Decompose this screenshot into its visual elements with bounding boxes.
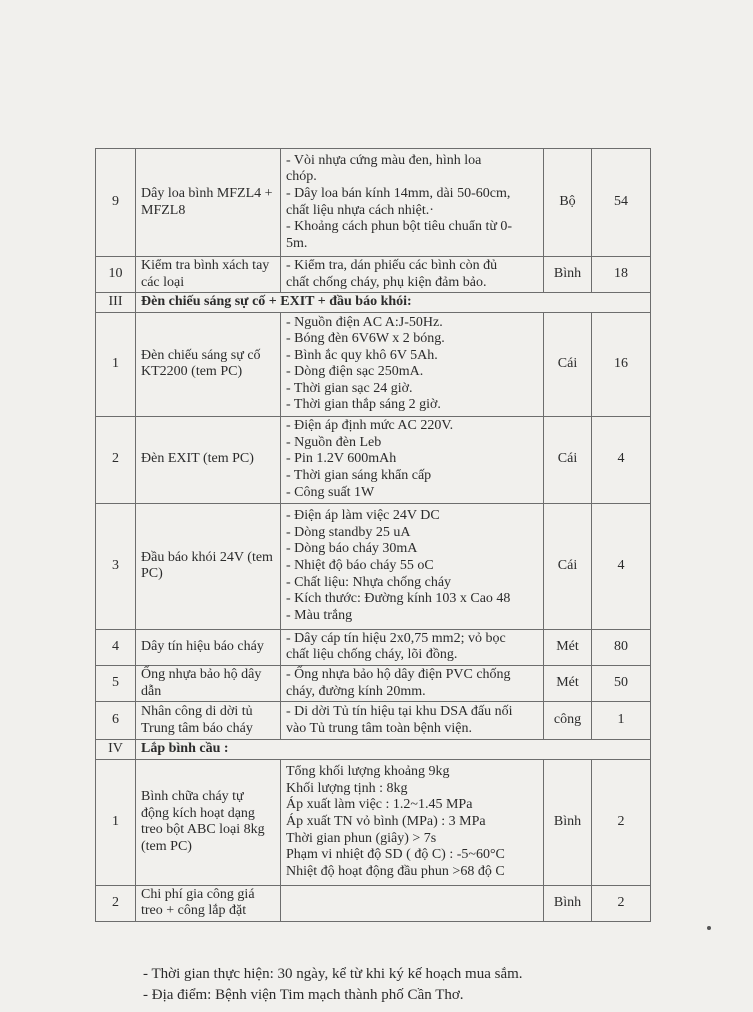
cell-spec xyxy=(281,149,544,257)
cell-item-name: Dây tín hiệu báo cháy xyxy=(136,629,281,665)
cell-item-name: Chi phí gia công giá treo + công lắp đặt xyxy=(136,885,281,921)
cell-quantity: 2 xyxy=(592,885,651,921)
spec-line: vào Tủ trung tâm toàn bệnh viện. xyxy=(286,720,472,736)
cell-item-name: Đèn chiếu sáng sự cố KT2200 (tem PC) xyxy=(136,312,281,416)
spec-line: - Chất liệu: Nhựa chống cháy xyxy=(286,574,452,590)
table-row xyxy=(96,312,651,416)
spec-line: - Thời gian thắp sáng 2 giờ. xyxy=(286,397,441,413)
cell-unit: Cái xyxy=(544,416,592,503)
spec-line: - Công suất 1W xyxy=(286,484,375,500)
spec-line: - Vòi nhựa cứng màu đen, hình loa xyxy=(286,152,482,168)
table-row xyxy=(96,503,651,629)
cell-quantity: 18 xyxy=(592,257,651,293)
cell-item-name: Nhân công di dời tủ Trung tâm báo cháy xyxy=(136,702,281,740)
spec-line: - Bình ắc quy khô 6V 5Ah. xyxy=(286,347,438,363)
cell-spec xyxy=(281,312,544,416)
cell-quantity: 2 xyxy=(592,759,651,885)
table-row xyxy=(96,665,651,701)
cell-stt: 10 xyxy=(96,257,136,293)
cell-unit: Cái xyxy=(544,503,592,629)
cell-item-name: Ống nhựa bảo hộ dây dẫn xyxy=(136,665,281,701)
spec-line: - Kích thước: Đường kính 103 x Cao 48 xyxy=(286,591,511,607)
cell-spec xyxy=(281,416,544,503)
section-title: Đèn chiếu sáng sự cố + EXIT + đầu báo khói: xyxy=(136,293,651,313)
cell-item-name: Đèn EXIT (tem PC) xyxy=(136,416,281,503)
cell-quantity: 4 xyxy=(592,503,651,629)
cell-stt: IV xyxy=(96,740,136,760)
spec-line: - Pin 1.2V 600mAh xyxy=(286,451,397,467)
cell-spec xyxy=(281,629,544,665)
spec-line: - Dòng standby 25 uA xyxy=(286,524,411,540)
spec-line: chóp. xyxy=(286,169,317,185)
scan-speck xyxy=(707,926,711,930)
cell-unit: Bình xyxy=(544,257,592,293)
cell-quantity: 54 xyxy=(592,149,651,257)
table-row xyxy=(96,149,651,257)
note-location: - Địa điểm: Bệnh viện Tim mạch thành phố Cần Thơ. xyxy=(143,987,464,1003)
cell-item-name: Đầu báo khói 24V (tem PC) xyxy=(136,503,281,629)
cell-quantity: 16 xyxy=(592,312,651,416)
spec-line: - Ống nhựa bảo hộ dây điện PVC chống xyxy=(286,666,511,682)
spec-line: 5m. xyxy=(286,235,308,251)
spec-line: - Thời gian sạc 24 giờ. xyxy=(286,380,413,396)
spec-line: Nhiệt độ hoạt động đầu phun >68 độ C xyxy=(286,863,505,879)
spec-line: - Dây loa bán kính 14mm, dài 50-60cm, xyxy=(286,185,511,201)
spec-line: cháy, đường kính 20mm. xyxy=(286,683,426,699)
cell-stt: III xyxy=(96,293,136,313)
spec-line: - Thời gian sáng khẩn cấp xyxy=(286,468,432,484)
cell-unit: Mét xyxy=(544,665,592,701)
cell-unit: Bình xyxy=(544,759,592,885)
table-row xyxy=(96,702,651,740)
spec-line: - Điện áp định mức AC 220V. xyxy=(286,418,454,434)
cell-item-name: Kiểm tra bình xách tay các loại xyxy=(136,257,281,293)
cell-item-name: Bình chữa cháy tự động kích hoạt dạng treo bột ABC loại 8kg (tem PC) xyxy=(136,759,281,885)
section-row xyxy=(96,293,651,313)
spec-line: - Nguồn đèn Leb xyxy=(286,434,382,450)
spec-line: Phạm vi nhiệt độ SD ( độ C) : -5~60°C xyxy=(286,847,505,863)
cell-stt: 9 xyxy=(96,149,136,257)
spec-line: chất chống cháy, phụ kiện đảm bảo. xyxy=(286,274,487,290)
spec-line: - Khoảng cách phun bột tiêu chuẩn từ 0- xyxy=(286,219,513,235)
spec-line: - Nguồn điện AC A:J-50Hz. xyxy=(286,314,443,330)
spec-line: Khối lượng tịnh : 8kg xyxy=(286,780,408,796)
notes xyxy=(143,964,523,1006)
cell-unit: công xyxy=(544,702,592,740)
cell-unit: Mét xyxy=(544,629,592,665)
cell-quantity: 4 xyxy=(592,416,651,503)
spec-line: - Dòng điện sạc 250mA. xyxy=(286,364,424,380)
cell-stt: 4 xyxy=(96,629,136,665)
spec-line: - Bóng đèn 6V6W x 2 bóng. xyxy=(286,331,445,347)
cell-spec xyxy=(281,257,544,293)
section-row xyxy=(96,740,651,760)
cell-stt: 1 xyxy=(96,759,136,885)
cell-stt: 1 xyxy=(96,312,136,416)
table-row xyxy=(96,629,651,665)
spec-line: - Điện áp làm việc 24V DC xyxy=(286,508,440,524)
spec-line: - Nhiệt độ báo cháy 55 oC xyxy=(286,557,434,573)
section-title: Lắp bình cầu : xyxy=(136,740,651,760)
spec-line: - Kiểm tra, dán phiếu các bình còn đủ xyxy=(286,258,498,273)
table-row xyxy=(96,257,651,293)
cell-stt: 2 xyxy=(96,416,136,503)
cell-quantity: 50 xyxy=(592,665,651,701)
cell-spec xyxy=(281,702,544,740)
table-body xyxy=(96,149,651,922)
cell-spec xyxy=(281,665,544,701)
cell-spec xyxy=(281,503,544,629)
cell-stt: 3 xyxy=(96,503,136,629)
cell-unit: Cái xyxy=(544,312,592,416)
spec-line: chất liệu nhựa cách nhiệt.· xyxy=(286,202,434,218)
cell-spec xyxy=(281,759,544,885)
spec-line: Thời gian phun (giây) > 7s xyxy=(286,830,437,846)
cell-quantity: 80 xyxy=(592,629,651,665)
cell-quantity: 1 xyxy=(592,702,651,740)
table-row xyxy=(96,885,651,921)
cell-stt: 6 xyxy=(96,702,136,740)
spec-line: - Màu trắng xyxy=(286,607,353,623)
cell-unit: Bộ xyxy=(544,149,592,257)
table-row xyxy=(96,759,651,885)
spec-line: - Dây cáp tín hiệu 2x0,75 mm2; vỏ bọc xyxy=(286,630,506,646)
spec-line: - Dòng báo cháy 30mA xyxy=(286,541,418,557)
cell-item-name: Dây loa bình MFZL4 + MFZL8 xyxy=(136,149,281,257)
equipment-table xyxy=(95,148,651,922)
spec-line: Áp xuất TN vỏ bình (MPa) : 3 MPa xyxy=(286,813,486,829)
cell-stt: 2 xyxy=(96,885,136,921)
spec-line: Áp xuất làm việc : 1.2~1.45 MPa xyxy=(286,797,473,813)
spec-line: chất liệu chống cháy, lõi đồng. xyxy=(286,647,458,663)
table-row xyxy=(96,416,651,503)
cell-unit: Bình xyxy=(544,885,592,921)
cell-stt: 5 xyxy=(96,665,136,701)
spec-line: - Di dời Tủ tín hiệu tại khu DSA đấu nối xyxy=(286,704,513,720)
note-duration: - Thời gian thực hiện: 30 ngày, kể từ khi ký kế hoạch mua sắm. xyxy=(143,966,523,982)
cell-spec xyxy=(281,885,544,921)
spec-line: Tổng khối lượng khoảng 9kg xyxy=(286,764,450,780)
